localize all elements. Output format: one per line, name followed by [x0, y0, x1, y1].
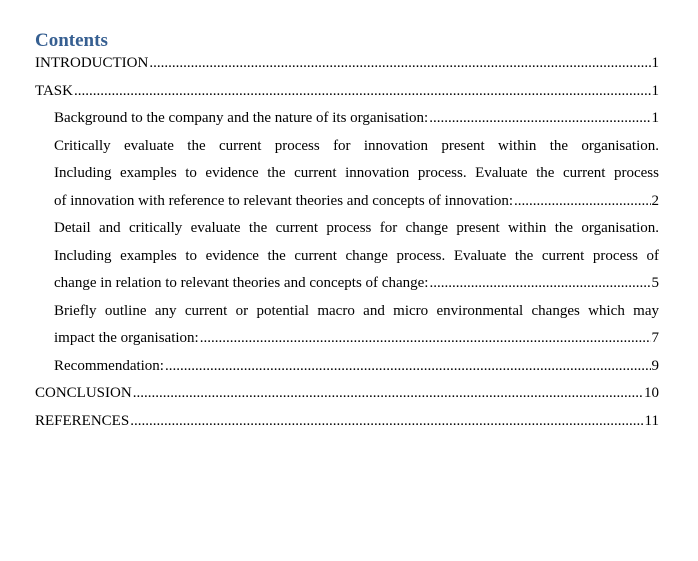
toc-entry-text-line: Critically evaluate the current process for innovation present within the organisation.: [54, 137, 659, 154]
toc-entry-task[interactable]: [35, 78, 659, 106]
toc-entry-references[interactable]: [35, 408, 659, 436]
toc-line: [35, 78, 659, 106]
toc-page-number: 7: [651, 330, 659, 346]
toc-page-number: 5: [651, 275, 659, 291]
toc-page-number: 1: [651, 82, 659, 99]
dot-leader: [514, 188, 650, 216]
dot-leader: [165, 353, 651, 381]
dot-leader: [429, 270, 650, 298]
toc-line: [54, 325, 659, 353]
toc-entry-label: Background to the company and the nature of its organisation:: [54, 110, 429, 126]
toc-entry-conclusion[interactable]: [35, 380, 659, 408]
toc-entry-text-line: Detail and critically evaluate the current process for change present within the organisation.: [54, 220, 659, 236]
toc-entry-text-line: Including examples to evidence the current change process. Evaluate the current process of: [54, 247, 659, 264]
toc-entry-background[interactable]: [54, 105, 659, 133]
toc-line: [54, 105, 659, 133]
toc-entry-label: of innovation with reference to relevant theories and concepts of innovation:: [54, 192, 514, 209]
toc-page-number: 9: [651, 357, 659, 374]
toc-page-number: 2: [651, 192, 659, 209]
toc-entry-label: CONCLUSION: [35, 385, 132, 401]
toc-entry-label: change in relation to relevant theories and concepts of change:: [54, 275, 429, 291]
toc-page-number: 1: [651, 110, 659, 126]
toc-line: [35, 408, 659, 436]
toc-entry-change[interactable]: [54, 215, 659, 298]
dot-leader: [200, 325, 651, 353]
dot-leader: [149, 50, 650, 78]
toc-entry-label: INTRODUCTION: [35, 55, 149, 71]
toc-entry-environment[interactable]: [54, 298, 659, 353]
toc-entry-text-line: Briefly outline any current or potential macro and micro environmental changes which may: [54, 302, 659, 319]
toc-page-number: 10: [644, 385, 659, 401]
toc-line: [35, 380, 659, 408]
toc-entry-label: impact the organisation:: [54, 330, 199, 346]
toc-line: [54, 188, 659, 216]
toc-page-number: 1: [651, 55, 659, 71]
dot-leader: [429, 105, 650, 133]
toc-line: [54, 353, 659, 381]
toc-line: [35, 50, 659, 78]
toc-line: [54, 270, 659, 298]
toc-entry-introduction[interactable]: [35, 50, 659, 78]
toc-entry-label: TASK: [35, 82, 73, 99]
toc-heading: Contents: [35, 30, 108, 51]
toc-entry-text-line: Including examples to evidence the current innovation process. Evaluate the current process: [54, 165, 659, 181]
toc-entry-innovation[interactable]: [54, 133, 659, 216]
toc-entry-recommendation[interactable]: [54, 353, 659, 381]
dot-leader: [74, 78, 651, 106]
toc-entry-label: REFERENCES: [35, 412, 130, 429]
dot-leader: [130, 408, 643, 436]
toc-entry-label: Recommendation:: [54, 357, 164, 374]
dot-leader: [133, 380, 643, 408]
toc-page-number: 11: [644, 412, 659, 429]
